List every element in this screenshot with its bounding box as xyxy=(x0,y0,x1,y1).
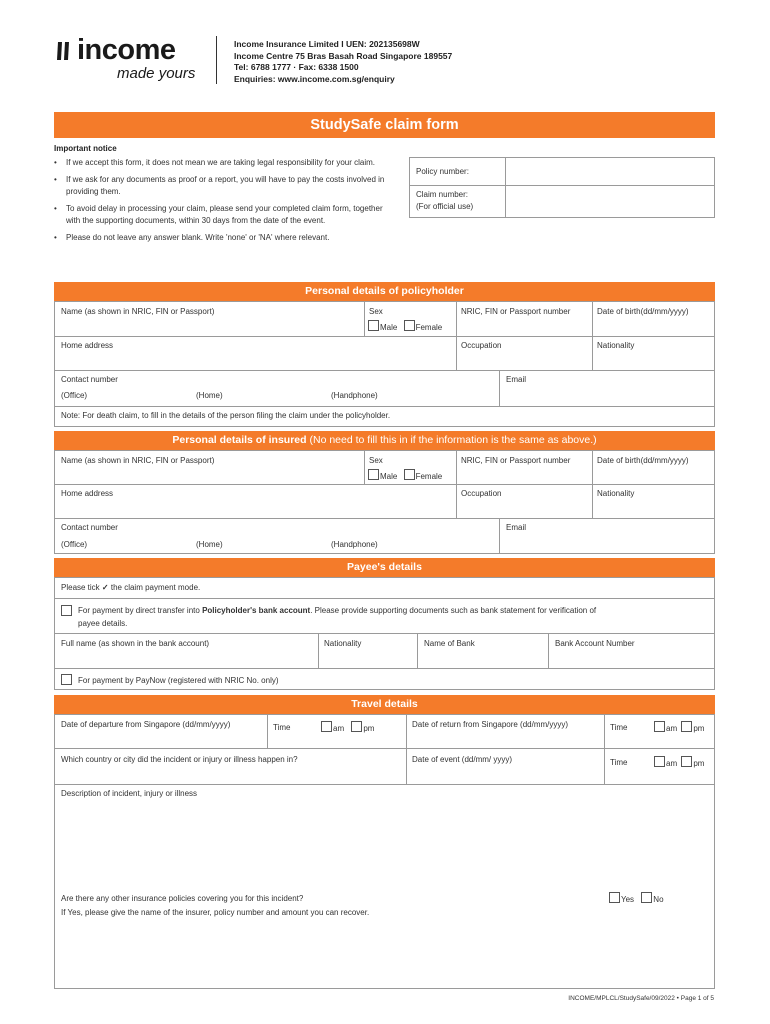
tick-prefix: Please tick xyxy=(61,583,100,592)
divider xyxy=(54,633,715,634)
paynow-checkbox[interactable] xyxy=(61,674,72,685)
yes-checkbox[interactable] xyxy=(609,892,620,903)
departure-pm-checkbox[interactable] xyxy=(351,721,362,732)
insured-dob-label: Date of birth(dd/mm/yyyy) xyxy=(597,456,689,465)
insured-male-label: Male xyxy=(380,472,398,481)
travel-section-header xyxy=(54,695,715,714)
country-question: Which country or city did the incident or injury or illness happen in? xyxy=(61,755,298,764)
divider xyxy=(364,301,365,336)
form-title-bar xyxy=(54,112,715,138)
travel-section-title: Travel details xyxy=(351,698,418,710)
event-am-checkbox[interactable] xyxy=(654,756,665,767)
important-notice xyxy=(54,144,390,249)
event-ampm xyxy=(654,756,704,768)
logo xyxy=(55,34,205,84)
divider xyxy=(54,370,715,371)
divider xyxy=(456,301,457,370)
sex-label: Sex xyxy=(369,307,383,316)
divider xyxy=(54,518,715,519)
divider xyxy=(505,157,506,218)
return-ampm xyxy=(654,721,704,733)
description-label: Description of incident, injury or illness xyxy=(61,789,198,798)
pm-label: pm xyxy=(693,724,705,733)
male-checkbox[interactable] xyxy=(368,320,379,331)
return-time-label: Time xyxy=(610,723,628,732)
divider xyxy=(318,633,319,668)
bank-option-bold: Policyholder's bank account xyxy=(202,606,311,615)
pm-label: pm xyxy=(363,724,375,733)
full-name-label: Full name (as shown in the bank account) xyxy=(61,639,210,648)
bank-transfer-checkbox[interactable] xyxy=(61,605,72,616)
divider xyxy=(592,450,593,518)
event-time-label: Time xyxy=(610,758,628,767)
description-field[interactable] xyxy=(56,800,713,885)
divider xyxy=(267,714,268,748)
yes-label: Yes xyxy=(621,895,635,904)
claim-number-field xyxy=(507,187,713,216)
policyholder-section-header xyxy=(54,282,715,301)
return-am-checkbox[interactable] xyxy=(654,721,665,732)
divider xyxy=(417,633,418,668)
insured-home-phone-label: (Home) xyxy=(196,540,223,549)
account-number-label: Bank Account Number xyxy=(555,639,635,648)
footer-reference: INCOME/MPLCL/StudySafe/09/2022 • Page 1 of 5 xyxy=(568,995,714,1002)
nationality-label: Nationality xyxy=(597,341,635,350)
dob-label: Date of birth(dd/mm/yyyy) xyxy=(597,307,689,316)
insured-home-address-label: Home address xyxy=(61,489,114,498)
divider xyxy=(592,301,593,370)
divider xyxy=(406,714,407,784)
departure-am-checkbox[interactable] xyxy=(321,721,332,732)
insured-male-checkbox[interactable] xyxy=(368,469,379,480)
event-date-label: Date of event (dd/mm/ yyyy) xyxy=(412,755,513,764)
address-line: Income Centre 75 Bras Basah Road Singapore 189557 xyxy=(234,50,453,61)
email-label: Email xyxy=(506,375,527,384)
tel-line: Tel: 6788 1777 · Fax: 6338 1500 xyxy=(234,62,359,72)
insured-office-label: (Office) xyxy=(61,540,88,549)
tick-instruction xyxy=(61,583,200,592)
divider xyxy=(54,668,715,669)
policy-number-label: Policy number: xyxy=(416,167,469,176)
notice-item: • If we accept this form, it does not mean we are taking legal responsibility for your claim. xyxy=(54,157,390,169)
divider xyxy=(409,185,715,186)
tick-mark-icon: ✓ xyxy=(101,583,109,592)
divider xyxy=(54,336,715,337)
header-divider xyxy=(216,36,217,84)
divider xyxy=(54,598,715,599)
divider xyxy=(54,406,715,407)
income-logo-mark-icon xyxy=(55,40,75,62)
event-pm-checkbox[interactable] xyxy=(681,756,692,767)
divider xyxy=(54,784,715,785)
male-label: Male xyxy=(380,323,398,332)
insured-contact-label: Contact number xyxy=(61,523,118,532)
other-policies-field[interactable] xyxy=(56,922,713,987)
home-phone-label: (Home) xyxy=(196,391,223,400)
no-label: No xyxy=(653,895,664,904)
insured-nationality-label: Nationality xyxy=(597,489,635,498)
notice-item: • To avoid delay in processing your claim, please send your completed claim form, together with the supporting documents, within 30 days from the date of the event. xyxy=(54,203,390,227)
divider xyxy=(604,714,605,784)
insured-female-checkbox[interactable] xyxy=(404,469,415,480)
nric-label: NRIC, FIN or Passport number xyxy=(461,307,571,316)
divider xyxy=(364,450,365,484)
other-policies-question: Are there any other insurance policies covering you for this incident? xyxy=(61,894,304,903)
paynow-option: For payment by PayNow (registered with NRIC No. only) xyxy=(78,676,279,685)
payee-section-header xyxy=(54,558,715,577)
insured-female-label: Female xyxy=(415,472,443,481)
female-label: Female xyxy=(415,323,443,332)
insured-occupation-label: Occupation xyxy=(461,489,502,498)
pm-label: pm xyxy=(693,759,705,768)
home-address-label: Home address xyxy=(61,341,114,350)
company-info xyxy=(234,39,452,85)
claim-number-label: Claim number: xyxy=(416,190,469,199)
divider xyxy=(456,450,457,518)
logo-text: income xyxy=(77,34,176,66)
sex-options xyxy=(368,320,442,332)
am-label: am xyxy=(666,724,678,733)
form-title: StudySafe claim form xyxy=(310,117,459,133)
divider xyxy=(499,370,500,406)
departure-time-label: Time xyxy=(273,723,291,732)
payee-nationality-label: Nationality xyxy=(324,639,362,648)
insured-nric-label: NRIC, FIN or Passport number xyxy=(461,456,571,465)
divider xyxy=(54,484,715,485)
death-claim-note: Note: For death claim, to fill in the details of the person filing the claim under the policyholder. xyxy=(61,411,391,420)
bank-option-line2: payee details. xyxy=(78,619,128,628)
insured-section-header xyxy=(54,431,715,450)
female-checkbox[interactable] xyxy=(404,320,415,331)
insured-section-subtitle: (No need to fill this in if the information is the same as above.) xyxy=(309,434,597,446)
bank-transfer-option xyxy=(78,606,596,615)
claim-number-note: (For official use) xyxy=(416,202,474,211)
logo-tagline: made yours xyxy=(117,65,196,82)
contact-label: Contact number xyxy=(61,375,118,384)
insured-sex-options xyxy=(368,469,442,481)
insured-handphone-label: (Handphone) xyxy=(331,540,378,549)
office-label: (Office) xyxy=(61,391,88,400)
other-policies-options xyxy=(609,892,664,904)
no-checkbox[interactable] xyxy=(641,892,652,903)
insured-table xyxy=(54,450,715,554)
occupation-label: Occupation xyxy=(461,341,502,350)
insured-sex-label: Sex xyxy=(369,456,383,465)
return-pm-checkbox[interactable] xyxy=(681,721,692,732)
insured-name-label: Name (as shown in NRIC, FIN or Passport) xyxy=(61,456,215,465)
insured-email-label: Email xyxy=(506,523,527,532)
am-label: am xyxy=(333,724,345,733)
enquiries-line: Enquiries: www.income.com.sg/enquiry xyxy=(234,73,395,84)
other-policies-followup: If Yes, please give the name of the insurer, policy number and amount you can recover. xyxy=(61,908,370,917)
bank-name-label: Name of Bank xyxy=(424,639,475,648)
bank-option-suffix: . Please provide supporting documents such as bank statement for verification of xyxy=(310,606,597,615)
policyholder-section-title: Personal details of policyholder xyxy=(305,285,464,297)
tick-suffix: the claim payment mode. xyxy=(110,583,201,592)
insured-section-title: Personal details of insured xyxy=(172,434,307,446)
notice-item: • If we ask for any documents as proof or a report, you will have to pay the costs involved in providing them. xyxy=(54,174,390,198)
name-label: Name (as shown in NRIC, FIN or Passport) xyxy=(61,307,215,316)
payee-section-title: Payee's details xyxy=(347,561,422,573)
bank-option-prefix: For payment by direct transfer into xyxy=(78,606,203,615)
departure-ampm xyxy=(321,721,374,733)
return-label: Date of return from Singapore (dd/mm/yyyy) xyxy=(412,720,569,729)
notice-heading: Important notice xyxy=(54,144,117,153)
notice-item: • Please do not leave any answer blank. Write 'none' or 'NA' where relevant. xyxy=(54,232,390,244)
divider xyxy=(54,748,715,749)
departure-label: Date of departure from Singapore (dd/mm/yyyy) xyxy=(61,720,231,729)
handphone-label: (Handphone) xyxy=(331,391,378,400)
policy-number-field[interactable] xyxy=(507,159,713,183)
divider xyxy=(499,518,500,554)
company-line: Income Insurance Limited I UEN: 202135698W xyxy=(234,39,420,49)
am-label: am xyxy=(666,759,678,768)
divider xyxy=(548,633,549,668)
